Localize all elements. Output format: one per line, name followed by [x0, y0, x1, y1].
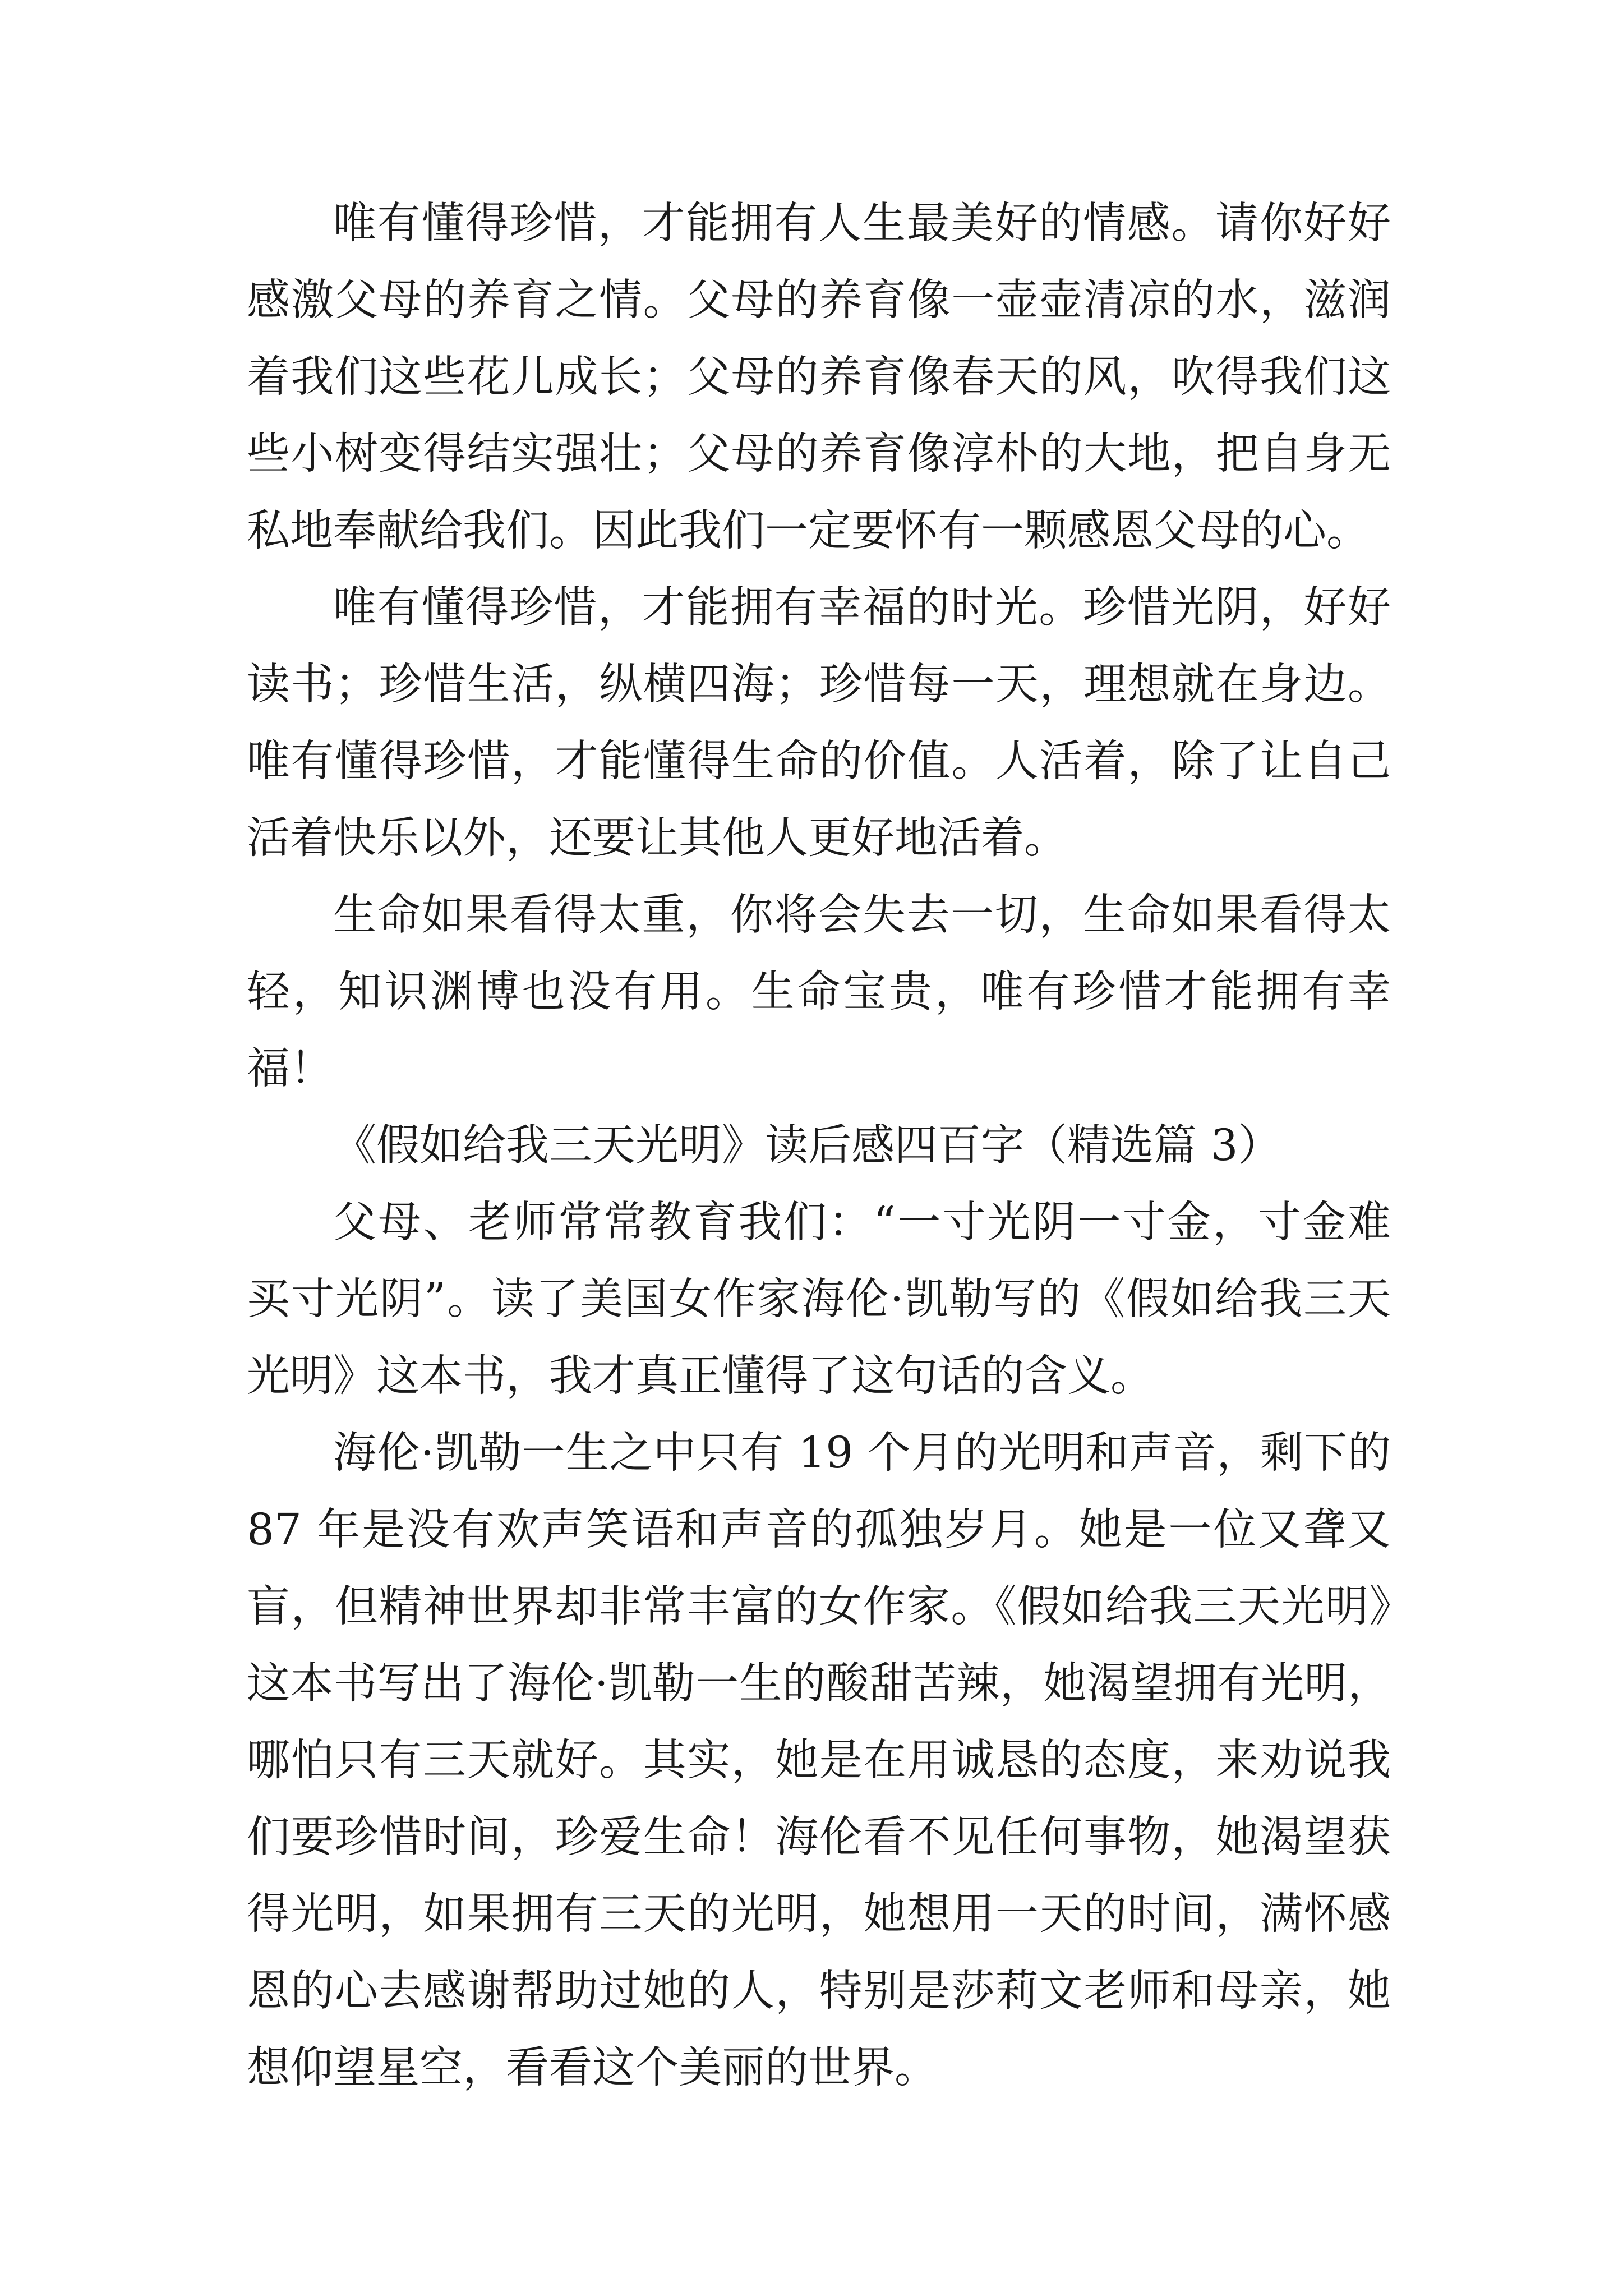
- paragraph-helen-keller: 海伦·凯勒一生之中只有 19 个月的光明和声音，剩下的 87 年是没有欢声笑语和声音的孤独岁月。她是一位又聋又盲，但精神世界却非常丰富的女作家。《假如给我三天光明》这本书写出了海伦·凯勒一生的酸甜苦辣，她渴望拥有光明，哪怕只有三天就好。其实，她是在用诚恳的态度，来劝说我们要珍惜时间，珍爱生命！海伦看不见任何事物，她渴望获得光明，如果拥有三天的光明，她想用一天的时间，满怀感恩的心去感谢帮助过她的人，特别是莎莉文老师和母亲，她想仰望星空，看看这个美丽的世界。: [247, 1428, 1391, 2093]
- section-heading: 《假如给我三天光明》读后感四百字（精选篇 3）: [333, 1121, 1281, 1171]
- paragraph-cherish-time: 唯有懂得珍惜，才能拥有幸福的时光。珍惜光阴，好好读书；珍惜生活，纵横四海；珍惜每一天，理想就在身边。唯有懂得珍惜，才能懂得生命的价值。人活着，除了让自己活着快乐以外，还要让其他人更好地活着。: [247, 583, 1391, 863]
- paragraph-life-value: 生命如果看得太重，你将会失去一切，生命如果看得太轻，知识渊博也没有用。生命宝贵，唯有珍惜才能拥有幸福！: [247, 890, 1391, 1094]
- paragraph-parents-teachers: 父母、老师常常教育我们：“一寸光阴一寸金，寸金难买寸光阴”。读了美国女作家海伦·凯勒写的《假如给我三天光明》这本书，我才真正懂得了这句话的含义。: [247, 1198, 1391, 1401]
- paragraph-gratitude-parents: 唯有懂得珍惜，才能拥有人生最美好的情感。请你好好感激父母的养育之情。父母的养育像一壶壶清凉的水，滋润着我们这些花儿成长；父母的养育像春天的风，吹得我们这些小树变得结实强壮；父母的养育像淳朴的大地，把自身无私地奉献给我们。因此我们一定要怀有一颗感恩父母的心。: [247, 199, 1391, 556]
- document-body: [247, 185, 1391, 2106]
